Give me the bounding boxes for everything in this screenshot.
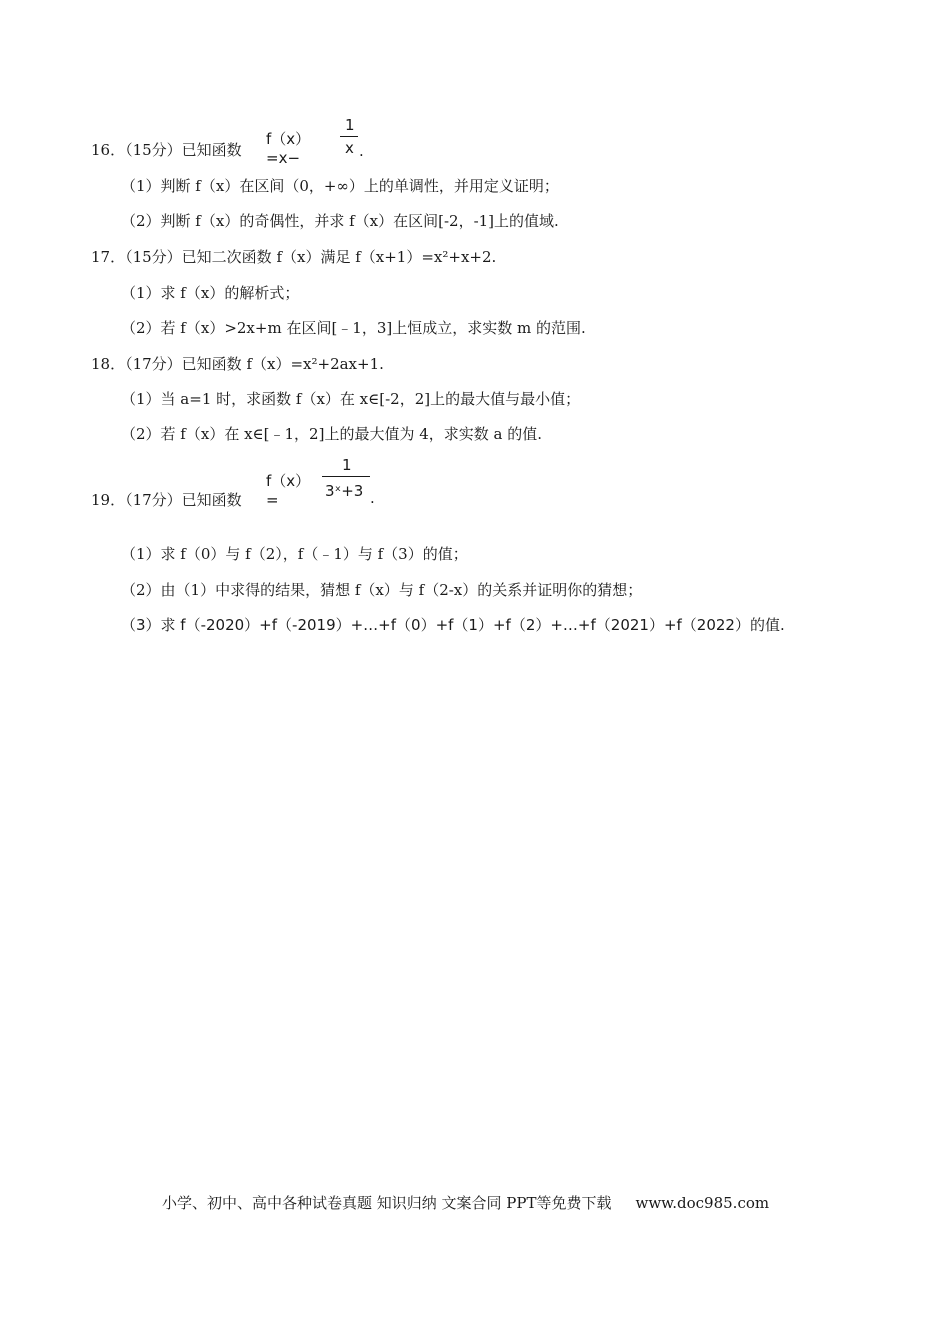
q19-part3: （3）求 f（-2020）+f（-2019）+…+f（0）+f（1）+f（2）+…+f（2021）+f（2022）的值. [121, 616, 785, 634]
q18-intro: 18．（17分）已知函数 f（x）=x²+2ax+1. [91, 355, 384, 373]
footer-text: 小学、初中、高中各种试卷真题 知识归纳 文案合同 PPT等免费下载 [162, 1194, 612, 1212]
q18-part2: （2）若 f（x）在 x∈[﹣1，2]上的最大值为 4，求实数 a 的值. [121, 425, 543, 443]
q19-part1: （1）求 f（0）与 f（2），f（﹣1）与 f（3）的值； [121, 545, 468, 563]
footer-url[interactable]: www.doc985.com [635, 1194, 770, 1212]
q16-formula-numerator: 1 [345, 116, 355, 134]
q19-formula-denominator: 3ˣ+3 [325, 482, 364, 500]
q17-part2: （2）若 f（x）>2x+m 在区间[﹣1，3]上恒成立，求实数 m 的范围. [121, 319, 586, 337]
q19-formula-end: . [370, 489, 375, 507]
q16-fraction-bar [340, 136, 358, 137]
q16-part1: （1）判断 f（x）在区间（0，+∞）上的单调性，并用定义证明； [121, 177, 559, 195]
q16-formula-lhs: f（x）=x− [266, 130, 303, 167]
q16-formula-denominator: x [345, 139, 354, 157]
q16-intro: 16．（15分）已知函数 [91, 141, 242, 159]
page-footer [162, 1192, 769, 1213]
q19-intro: 19．（17分）已知函数 [91, 491, 242, 509]
q19-formula-numerator: 1 [342, 456, 352, 474]
q17-intro: 17．（15分）已知二次函数 f（x）满足 f（x+1）=x²+x+2. [91, 248, 497, 266]
q16-formula-end: . [359, 142, 364, 160]
q19-fraction-bar [322, 476, 370, 477]
q19-part2: （2）由（1）中求得的结果，猜想 f（x）与 f（2-x）的关系并证明你的猜想； [121, 581, 643, 599]
q17-part1: （1）求 f（x）的解析式； [121, 284, 300, 302]
q18-part1: （1）当 a=1 时，求函数 f（x）在 x∈[-2，2]上的最大值与最小值； [121, 390, 581, 408]
q16-part2: （2）判断 f（x）的奇偶性，并求 f（x）在区间[-2，-1]上的值域. [121, 212, 559, 230]
q19-formula-lhs: f（x）= [266, 472, 303, 509]
